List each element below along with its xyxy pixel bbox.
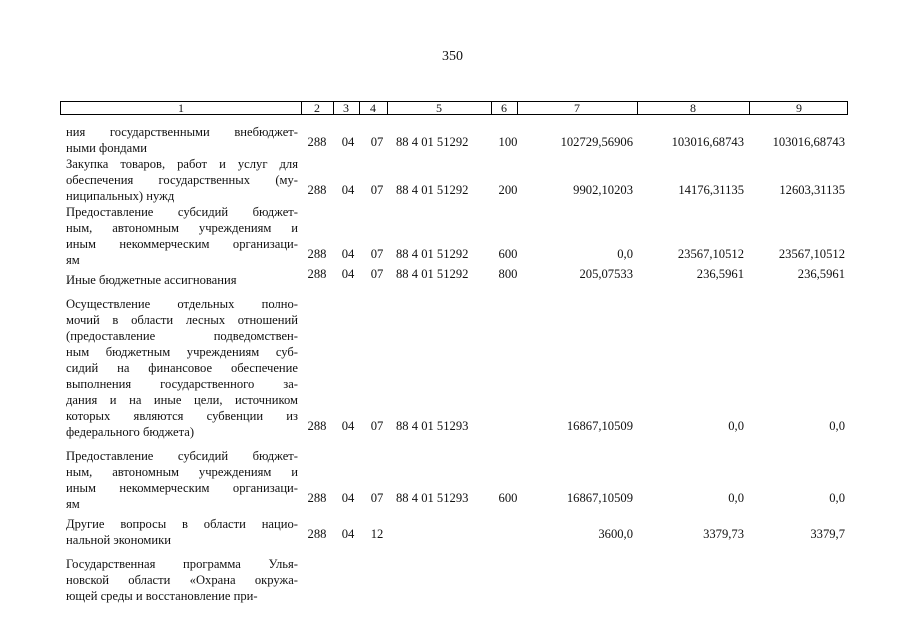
cell-c3: 04 (341, 183, 355, 197)
description-line: ным, автономным учреждениям и (66, 221, 298, 235)
header-cell: 9 (796, 101, 802, 115)
cell-c5: 88 4 01 51292 (396, 247, 469, 261)
header-cell: 6 (501, 101, 507, 115)
header-cell: 1 (178, 101, 184, 115)
description-line: обеспечения государственных (му- (66, 173, 298, 187)
cell-c4: 07 (370, 135, 384, 149)
description-line: ния государственными внебюджет- (66, 125, 298, 139)
cell-c8: 0,0 (728, 419, 744, 433)
cell-c6: 600 (498, 491, 518, 505)
page-number: 350 (442, 49, 463, 64)
cell-c9: 0,0 (829, 419, 845, 433)
cell-c2: 288 (307, 135, 327, 149)
cell-c2: 288 (307, 183, 327, 197)
cell-c9: 23567,10512 (778, 247, 845, 261)
cell-c2: 288 (307, 491, 327, 505)
description-line: нальной экономики (66, 533, 171, 547)
description-line: Иные бюджетные ассигнования (66, 273, 237, 287)
description-line: которых являются субвенции из (66, 409, 298, 423)
cell-c9: 3379,7 (810, 527, 845, 541)
cell-c6: 100 (498, 135, 518, 149)
cell-c4: 07 (370, 247, 384, 261)
row-description (66, 156, 298, 204)
description-line: Предоставление субсидий бюджет- (66, 205, 298, 219)
cell-c4: 07 (370, 491, 384, 505)
cell-c5: 88 4 01 51293 (396, 491, 469, 505)
header-cell: 8 (690, 101, 696, 115)
cell-c7: 205,07533 (579, 267, 633, 281)
description-line: иным некоммерческим организаци- (66, 481, 298, 495)
table-header (60, 101, 848, 115)
cell-c7: 16867,10509 (566, 491, 633, 505)
row-description (66, 448, 298, 512)
cell-c3: 04 (341, 491, 355, 505)
header-cell: 2 (314, 101, 320, 115)
cell-c9: 0,0 (829, 491, 845, 505)
cell-c5: 88 4 01 51293 (396, 419, 469, 433)
header-cell: 5 (436, 101, 442, 115)
description-line: Государственная программа Улья- (66, 557, 298, 571)
cell-c7: 102729,56906 (560, 135, 633, 149)
description-line: ным бюджетным учреждениям суб- (66, 345, 298, 359)
row-description (66, 124, 298, 156)
cell-c2: 288 (307, 247, 327, 261)
header-cell: 4 (370, 101, 376, 115)
cell-c2: 288 (307, 419, 327, 433)
cell-c7: 16867,10509 (566, 419, 633, 433)
cell-c8: 0,0 (728, 491, 744, 505)
cell-c4: 07 (370, 183, 384, 197)
description-line: ям (66, 497, 80, 511)
description-line: ющей среды и восстановление при- (66, 589, 258, 603)
cell-c6: 600 (498, 247, 518, 261)
cell-c8: 3379,73 (703, 527, 744, 541)
cell-c5: 88 4 01 51292 (396, 183, 469, 197)
cell-c8: 23567,10512 (677, 247, 744, 261)
header-cell: 3 (343, 101, 349, 115)
cell-c5: 88 4 01 51292 (396, 135, 469, 149)
cell-c9: 12603,31135 (779, 183, 845, 197)
header-cell: 7 (574, 101, 580, 115)
description-line: ям (66, 253, 80, 267)
description-line: федерального бюджета) (66, 425, 195, 439)
description-line: ниципальных) нужд (66, 189, 175, 203)
cell-c7: 0,0 (617, 247, 633, 261)
cell-c8: 236,5961 (696, 267, 744, 281)
description-line: новской области «Охрана окружа- (66, 573, 298, 587)
cell-c7: 9902,10203 (573, 183, 633, 197)
row-description (66, 296, 298, 440)
description-line: выполнения государственного за- (66, 377, 298, 391)
row-description (66, 516, 298, 548)
description-line: ными фондами (66, 141, 147, 155)
row-description (66, 556, 298, 604)
description-line: (предоставление подведомствен- (66, 329, 298, 343)
cell-c8: 14176,31135 (678, 183, 744, 197)
cell-c3: 04 (341, 247, 355, 261)
cell-c9: 103016,68743 (772, 135, 845, 149)
description-line: сидий на финансовое обеспечение (66, 361, 298, 375)
description-line: иным некоммерческим организаци- (66, 237, 298, 251)
cell-c4: 07 (370, 419, 384, 433)
row-description (66, 272, 298, 288)
cell-c3: 04 (341, 267, 355, 281)
cell-c3: 04 (341, 135, 355, 149)
cell-c5: 88 4 01 51292 (396, 267, 469, 281)
cell-c6: 800 (498, 267, 518, 281)
description-line: Закупка товаров, работ и услуг для (66, 157, 298, 171)
description-line: ным, автономным учреждениям и (66, 465, 298, 479)
description-line: мочий в области лесных отношений (66, 313, 298, 327)
cell-c7: 3600,0 (598, 527, 633, 541)
cell-c8: 103016,68743 (671, 135, 744, 149)
description-line: Предоставление субсидий бюджет- (66, 449, 298, 463)
cell-c2: 288 (307, 267, 327, 281)
cell-c9: 236,5961 (797, 267, 845, 281)
cell-c4: 07 (370, 267, 384, 281)
description-line: Другие вопросы в области нацио- (66, 517, 298, 531)
cell-c4: 12 (370, 527, 384, 541)
description-line: Осуществление отдельных полно- (66, 297, 298, 311)
cell-c3: 04 (341, 527, 355, 541)
cell-c3: 04 (341, 419, 355, 433)
description-line: дания и на иные цели, источником (66, 393, 298, 407)
cell-c6: 200 (498, 183, 518, 197)
cell-c2: 288 (307, 527, 327, 541)
row-description (66, 204, 298, 268)
